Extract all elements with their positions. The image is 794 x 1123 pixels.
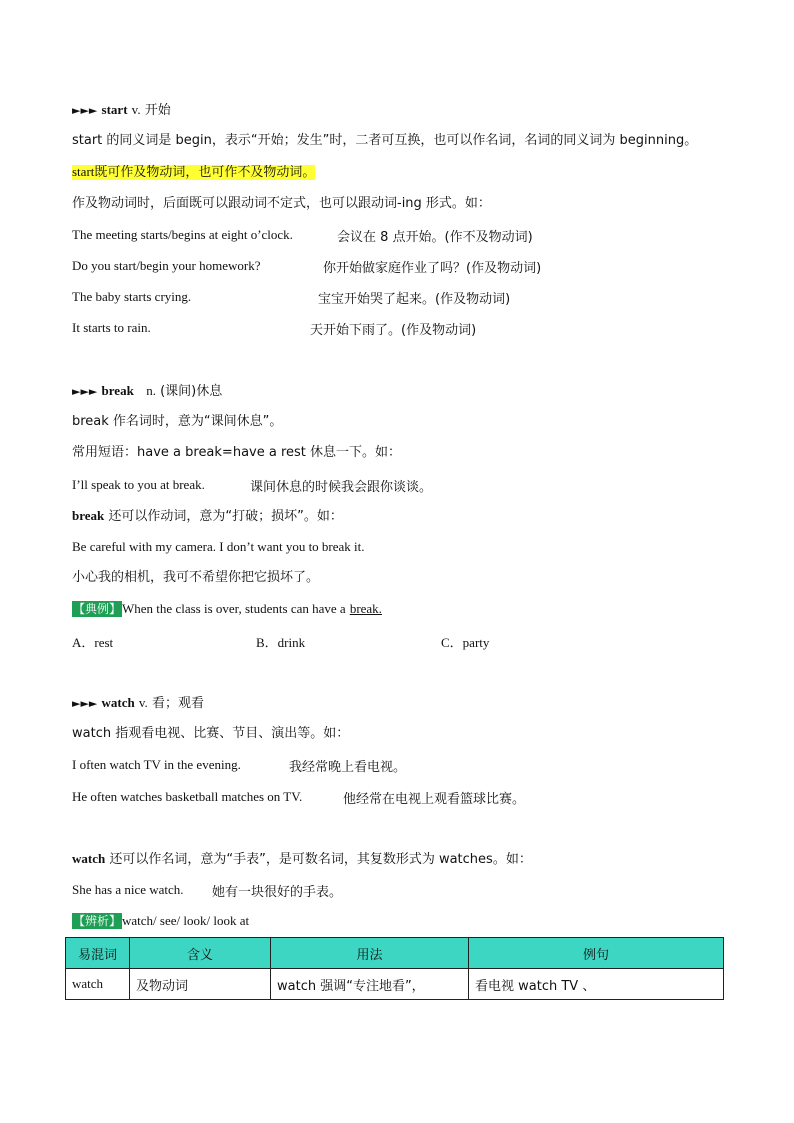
start-heading — [72, 101, 171, 120]
table-header-cell: 例句 — [469, 938, 724, 969]
triangle-bullets-icon: ►►► — [72, 104, 98, 117]
watch-noun-text: 还可以作名词，意为“手表”，是可数名词，其复数形式为 watches。如： — [109, 852, 532, 867]
start-example-3-en: The baby starts crying. — [72, 289, 192, 304]
start-heading-word: start — [101, 102, 128, 117]
table-header-cell: 含义 — [130, 938, 271, 969]
watch-example-2-en: He often watches basketball matches on TV. — [72, 789, 303, 804]
break-phrase-note: 常用短语：have a break=have a rest 休息一下。如： — [72, 445, 402, 460]
table-cell: watch — [66, 969, 130, 1000]
watch-usage-note: watch 指观看电视、比赛、节目、演出等。如： — [72, 726, 350, 741]
table-header-row — [66, 938, 724, 969]
start-highlight-word: start — [72, 164, 95, 179]
watch-noun-word: watch — [72, 851, 106, 866]
start-example-1-cn: 会议在 8 点开始。(作不及物动词) — [337, 230, 533, 245]
start-heading-pos: v. — [131, 102, 141, 117]
table-row — [66, 969, 724, 1000]
start-highlight-note — [72, 163, 315, 182]
watch-example-3-en: She has a nice watch. — [72, 882, 184, 897]
start-example-3-cn: 宝宝开始哭了起来。(作及物动词) — [318, 292, 511, 307]
start-example-2-cn: 你开始做家庭作业了吗？(作及物动词) — [323, 261, 542, 276]
break-example-1-en: I’ll speak to you at break. — [72, 477, 205, 492]
break-example-1-cn: 课间休息的时候我会跟你谈谈。 — [250, 480, 433, 495]
triangle-bullets-icon: ►►► — [72, 385, 98, 398]
start-heading-meaning: 开始 — [144, 103, 171, 118]
start-example-4-cn: 天开始下雨了。(作及物动词) — [310, 323, 477, 338]
option-c: C．party — [441, 635, 490, 650]
example-tag: 【典例】 — [73, 602, 122, 616]
break-question — [72, 600, 382, 619]
watch-example-1-en: I often watch TV in the evening. — [72, 757, 241, 772]
break-verb-word: break — [72, 508, 105, 523]
start-example-2-en: Do you start/begin your homework? — [72, 258, 261, 273]
table-header-cell: 易混词 — [66, 938, 130, 969]
break-noun-note: break 作名词时，意为“课间休息”。 — [72, 414, 283, 429]
watch-heading-meaning: 看；观看 — [151, 696, 204, 711]
analysis-line — [72, 912, 249, 931]
break-heading-pos: n. — [146, 383, 156, 398]
watch-example-3-cn: 她有一块很好的手表。 — [212, 885, 343, 900]
table-cell: 及物动词 — [130, 969, 271, 1000]
option-a: A．rest — [72, 635, 114, 650]
watch-heading-word: watch — [101, 695, 135, 710]
start-example-1-en: The meeting starts/begins at eight o’clock. — [72, 227, 293, 242]
analysis-words: watch/ see/ look/ look at — [122, 913, 250, 928]
watch-example-1-cn: 我经常晚上看电视。 — [289, 760, 407, 775]
break-question-text: When the class is over, students can have a — [122, 601, 346, 616]
break-heading-word: break — [101, 383, 134, 398]
break-example-2-cn: 小心我的相机，我可不希望你把它损坏了。 — [72, 570, 320, 585]
analysis-tag: 【辨析】 — [73, 914, 122, 928]
break-heading-meaning: (课间)休息 — [160, 384, 223, 399]
table-cell: watch 强调“专注地看”， — [271, 969, 469, 1000]
watch-example-2-cn: 他经常在电视上观看篮球比赛。 — [343, 792, 526, 807]
option-b: B．drink — [256, 635, 306, 650]
break-verb-text: 还可以作动词，意为“打破；损坏”。如： — [108, 509, 343, 524]
watch-heading-pos: v. — [138, 695, 148, 710]
start-synonym-note: start 的同义词是 begin，表示“开始；发生”时，二者可互换，也可以作名词，名词的同义词为 beginning。 — [72, 133, 698, 148]
break-verb-note — [72, 507, 343, 526]
comparison-table — [65, 937, 724, 1000]
watch-noun-note — [72, 850, 532, 869]
break-example-2-en: Be careful with my camera. I don’t want you to break it. — [72, 539, 365, 554]
start-example-4-en: It starts to rain. — [72, 320, 151, 335]
break-heading — [72, 382, 222, 401]
break-question-underlined: break. — [349, 601, 382, 616]
triangle-bullets-icon: ►►► — [72, 697, 98, 710]
start-highlight-text: 既可作及物动词，也可作不及物动词。 — [94, 165, 316, 180]
start-transitive-note: 作及物动词时，后面既可以跟动词不定式，也可以跟动词-ing 形式。如： — [72, 196, 491, 211]
table-cell: 看电视 watch TV 、 — [469, 969, 724, 1000]
watch-heading — [72, 694, 204, 713]
table-header-cell: 用法 — [271, 938, 469, 969]
